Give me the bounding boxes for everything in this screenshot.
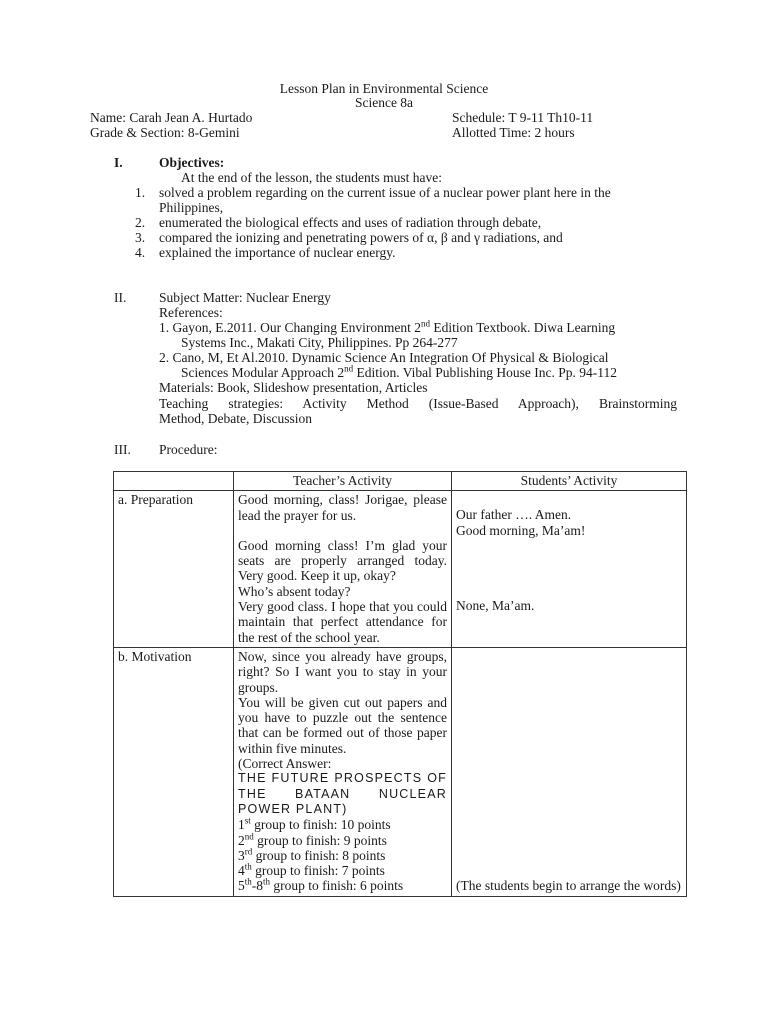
score-text: group to finish: 9 points [253,832,387,848]
score-superscript: nd [244,831,254,842]
objective-item-continuation: Philippines, [159,200,224,215]
reference-2-part-a: Sciences Modular Approach 2 [181,365,345,380]
objective-number: 1. [135,185,146,200]
objectives-intro: At the end of the lesson, the students must have: [181,170,442,185]
score-text: group to finish: 7 points [251,863,385,879]
score-text: group to finish: 6 points [270,878,404,894]
objective-number: 4. [135,245,146,260]
students-line: (The students begin to arrange the words) [456,878,681,894]
table-header-cell: Teacher’s Activity [234,472,452,491]
objective-item: solved a problem regarding on the current issue of a nuclear power plant here in the [159,185,611,200]
score-text: -8 [251,878,264,894]
score-line [238,848,447,863]
correct-answer: THE FUTURE PROSPECTS OF THE BATAAN NUCLEAR POWER PLANT) [238,771,447,816]
objective-item: compared the ionizing and penetrating powers of α, β and γ radiations, and [159,230,563,245]
allotted-time: Allotted Time: 2 hours [452,125,575,140]
procedure-table [113,471,687,897]
subject-matter: Subject Matter: Nuclear Energy [159,290,331,305]
teaching-strategies: Teaching strategies: Activity Method (Issue-Based Approach), Brainstorming [159,396,677,411]
stage-cell: b. Motivation [114,647,234,896]
score-superscript: st [244,815,251,826]
table-row [114,647,687,896]
score-text: 2 [238,832,245,848]
score-text: 4 [238,863,245,879]
score-line [238,817,447,832]
teacher-line: You will be given cut out papers and you have to puzzle out the sentence that can be formed out of those paper within five minutes. [238,694,447,756]
score-superscript: th [244,861,252,872]
reference-1-continuation: Systems Inc., Makati City, Philippines. Pp 264-277 [181,335,458,350]
reference-2-superscript: nd [344,363,354,374]
reference-1-part-b: Edition Textbook. Diwa Learning [429,320,616,335]
teacher-line: Very good class. I hope that you could maintain that perfect attendance for the rest of the school year. [238,599,447,645]
reference-2-part-b: Edition. Vibal Publishing House Inc. Pp. 94-112 [353,365,618,380]
score-text: 3 [238,847,245,863]
teaching-strategies-continuation: Method, Debate, Discussion [159,411,312,426]
document-subtitle: Science 8a [354,95,414,110]
objective-item: explained the importance of nuclear energy. [159,245,396,260]
reference-1 [159,320,677,336]
teacher-line: Good morning, class! Jorigae, please lead the prayer for us. [238,492,447,523]
materials: Materials: Book, Slideshow presentation, Articles [159,380,428,395]
student-name: Name: Carah Jean A. Hurtado [90,110,253,125]
teacher-line: Who’s absent today? [238,583,351,599]
score-text: 1 [238,817,245,833]
objective-number: 3. [135,230,146,245]
reference-2: 2. Cano, M, Et Al.2010. Dynamic Science An Integration Of Physical & Biological [159,350,609,365]
teacher-line: (Correct Answer: [238,756,332,772]
table-header-cell [114,472,234,491]
section-numeral-objectives: I. [114,155,123,170]
references-label: References: [159,305,223,320]
score-superscript: rd [244,846,253,857]
grade-section: Grade & Section: 8-Gemini [90,125,240,140]
score-text: 5 [238,878,245,894]
schedule: Schedule: T 9-11 Th10-11 [452,110,594,125]
reference-2-continuation [181,365,617,381]
students-activity-cell [452,647,687,896]
score-line [238,878,447,893]
teacher-line: Now, since you already have groups, right? So I want you to stay in your groups. [238,648,447,695]
score-text: group to finish: 8 points [252,847,386,863]
students-line: None, Ma’am. [456,597,535,613]
students-activity-cell [452,491,687,648]
section-numeral-subject: II. [114,290,127,305]
objective-item: enumerated the biological effects and uses of radiation through debate, [159,215,542,230]
objectives-heading: Objectives: [159,155,225,170]
teacher-line: Good morning class! I’m glad your seats are properly arranged today. Very good. Keep it up, okay? [238,537,447,584]
score-superscript: th [263,876,271,887]
score-line [238,833,447,848]
table-header-row [114,472,687,491]
students-line: Our father …. Amen. [456,507,572,523]
teacher-activity-cell [234,647,452,896]
score-text: group to finish: 10 points [250,817,391,833]
document-title: Lesson Plan in Environmental Science [279,81,489,96]
reference-1-part-a: 1. Gayon, E.2011. Our Changing Environment 2 [159,320,421,335]
table-header-cell: Students’ Activity [452,472,687,491]
students-line: Good morning, Ma’am! [456,522,586,538]
section-numeral-procedure: III. [114,442,131,457]
teacher-activity-cell [234,491,452,648]
table-row [114,491,687,648]
stage-cell: a. Preparation [114,491,234,648]
procedure-label: Procedure: [159,442,218,457]
score-superscript: th [244,876,252,887]
reference-1-superscript: nd [420,318,430,329]
objective-number: 2. [135,215,146,230]
